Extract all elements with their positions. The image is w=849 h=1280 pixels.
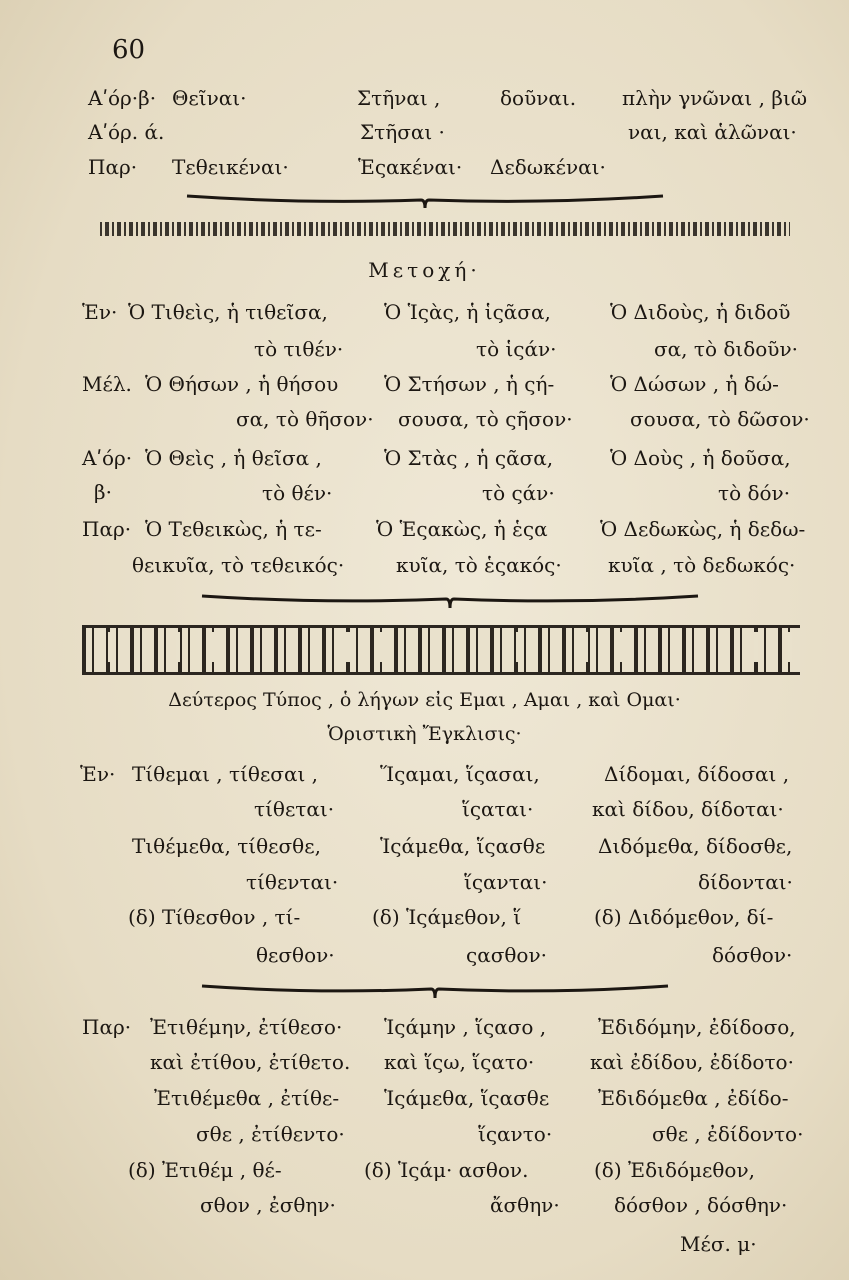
participle-col2: Ὁ Ἱςὰς, ἡ ἱςᾶσα, xyxy=(384,300,551,324)
present-col2: Ἱςάμεθα, ἵςασθε xyxy=(380,834,546,858)
present-col1: θεσθον· xyxy=(256,943,335,967)
imperfect-col3: (δ) Ἐδιδόμεθον, xyxy=(594,1158,755,1182)
imperfect-col2: Ἱςάμεθα, ἵςασθε xyxy=(384,1086,550,1110)
imperfect-col1: (δ) Ἐτιθέμ , θέ- xyxy=(128,1158,282,1182)
present-col2: (δ) Ἱςάμεθον, ἵ xyxy=(372,905,522,929)
tense-label: Αʹόρ·β· xyxy=(88,86,157,110)
present-col3: Δίδομαι, δίδοσαι , xyxy=(604,762,790,786)
form-didomi: δοῦναι. xyxy=(500,86,577,110)
participle-col3: σα, τὸ διδοῦν· xyxy=(654,337,798,361)
participle-col2: Ὁ Στήσων , ἡ ςή- xyxy=(384,372,555,396)
present-col3: δίδονται· xyxy=(698,870,793,894)
present-col2: Ἵςαμαι, ἵςασαι, xyxy=(380,762,540,786)
imperfect-col2: ἵςαντο· xyxy=(478,1122,553,1146)
imperfect-col3: καὶ ἐδίδου, ἐδίδοτο· xyxy=(590,1050,794,1074)
tense-label: Αʹόρ. ά. xyxy=(88,120,165,144)
second-type-heading: Δεύτερος Τύπος , ὁ λήγων εἰς Εμαι , Αμαι , καὶ Ομαι· xyxy=(168,689,681,711)
present-col2: ςασθον· xyxy=(466,943,547,967)
imperfect-col1: Ἐτιθέμεθα , ἐτίθε- xyxy=(154,1086,340,1110)
form-didomi: Δεδωκέναι· xyxy=(490,155,606,179)
imperfect-col3: Ἐδιδόμεθα , ἐδίδο- xyxy=(598,1086,789,1110)
participle-col2: Ὁ Στὰς , ἡ ςᾶσα, xyxy=(384,446,554,470)
form-note: πλὴν γνῶναι , βιῶ xyxy=(622,86,808,110)
imperfect-col2: (δ) Ἱςάμ· ασθον. xyxy=(364,1158,529,1182)
present-col1: τίθενται· xyxy=(246,870,339,894)
participle-col1: θεικυῖα, τὸ τεθεικός· xyxy=(132,553,345,577)
participle-col3: σουσα, τὸ δῶσον· xyxy=(630,407,810,431)
present-col3: (δ) Διδόμεθον, δί- xyxy=(594,905,774,929)
tense-label: Αʹόρ· xyxy=(82,446,133,470)
participle-col2: Ὁ Ἑςακὼς, ἡ ἑςα xyxy=(376,517,548,541)
page-number: 60 xyxy=(112,35,146,65)
indicative-heading: Ὁριστικὴ Ἔγκλισις· xyxy=(327,723,522,745)
participle-col3: Ὁ Διδοὺς, ἡ διδοῦ xyxy=(610,300,791,324)
imperfect-col2: Ἱςάμην , ἵςασο , xyxy=(384,1015,547,1039)
imperfect-col2: καὶ ἵςω, ἵςατο· xyxy=(384,1050,535,1074)
brace-rule xyxy=(185,190,665,212)
imperfect-col1: σθον , ἐσθην· xyxy=(200,1193,336,1217)
form-note: ναι, καὶ ἁλῶναι· xyxy=(628,120,797,144)
brace-rule xyxy=(200,978,670,1002)
imperfect-col1: Ἐτιθέμην, ἐτίθεσο· xyxy=(150,1015,343,1039)
imperfect-col3: σθε , ἐδίδοντο· xyxy=(652,1122,804,1146)
catchword: Μέσ. μ· xyxy=(680,1232,757,1256)
tense-label: Παρ· xyxy=(88,155,138,179)
ornamental-band-pattern xyxy=(86,632,796,662)
present-col2: ἵςανται· xyxy=(464,870,548,894)
participle-col1: Ὁ Θήσων , ἡ θήσου xyxy=(145,372,339,396)
tense-label: Ἑν· xyxy=(80,762,116,786)
imperfect-col1: σθε , ἐτίθεντο· xyxy=(196,1122,345,1146)
tense-label: Παρ· xyxy=(82,1015,132,1039)
present-col3: δόσθον· xyxy=(712,943,793,967)
participle-heading: Μετοχή· xyxy=(368,258,481,282)
tense-label: Ἑν· xyxy=(82,300,118,324)
tense-label: Μέλ. xyxy=(82,372,132,396)
present-col3: Διδόμεθα, δίδοσθε, xyxy=(598,834,793,858)
participle-col1: τὸ τιθέν· xyxy=(254,337,344,361)
participle-col1: Ὁ Τεθεικὼς, ἡ τε- xyxy=(145,517,322,541)
imperfect-col2: ἄσθην· xyxy=(490,1193,560,1217)
brace-rule xyxy=(200,588,700,612)
form-histemi: Στῆναι , xyxy=(357,86,441,110)
participle-col1: τὸ θέν· xyxy=(262,481,333,505)
participle-col1: Ὁ Θεὶς , ἡ θεῖσα , xyxy=(145,446,322,470)
participle-col2: σουσα, τὸ ςῆσον· xyxy=(398,407,573,431)
participle-col2: τὸ ἱςάν· xyxy=(476,337,557,361)
present-col3: καὶ δίδου, δίδοται· xyxy=(592,797,784,821)
present-col1: Τιθέμεθα, τίθεσθε, xyxy=(132,834,321,858)
participle-col2: τὸ ςάν· xyxy=(482,481,555,505)
present-col1: τίθεται· xyxy=(254,797,335,821)
form-tithemi: Τεθεικέναι· xyxy=(172,155,289,179)
participle-col2: κυῖα, τὸ ἑςακός· xyxy=(396,553,562,577)
tense-label: Παρ· xyxy=(82,517,132,541)
participle-col3: κυῖα , τὸ δεδωκός· xyxy=(608,553,796,577)
participle-col1: Ὁ Τιθεὶς, ἡ τιθεῖσα, xyxy=(128,300,328,324)
form-tithemi: Θεῖναι· xyxy=(172,86,247,110)
imperfect-col3: Ἐδιδόμην, ἐδίδοσο, xyxy=(598,1015,796,1039)
form-histemi: Στῆσαι · xyxy=(360,120,445,144)
participle-col3: Ὁ Δώσων , ἡ δώ- xyxy=(610,372,779,396)
participle-col3: Ὁ Δεδωκὼς, ἡ δεδω- xyxy=(600,517,806,541)
imperfect-col3: δόσθον , δόσθην· xyxy=(614,1193,788,1217)
participle-col1: σα, τὸ θῆσον· xyxy=(236,407,374,431)
present-col2: ἵςαται· xyxy=(462,797,534,821)
imperfect-col1: καὶ ἐτίθου, ἐτίθετο. xyxy=(150,1050,351,1074)
ornamental-rule xyxy=(100,222,790,236)
participle-col3: τὸ δόν· xyxy=(718,481,791,505)
participle-col3: Ὁ Δοὺς , ἡ δοῦσα, xyxy=(610,446,791,470)
tense-label: β· xyxy=(94,480,112,504)
present-col1: Τίθεμαι , τίθεσαι , xyxy=(132,762,319,786)
form-histemi: Ἑςακέναι· xyxy=(358,155,463,179)
present-col1: (δ) Τίθεσθον , τί- xyxy=(128,905,301,929)
